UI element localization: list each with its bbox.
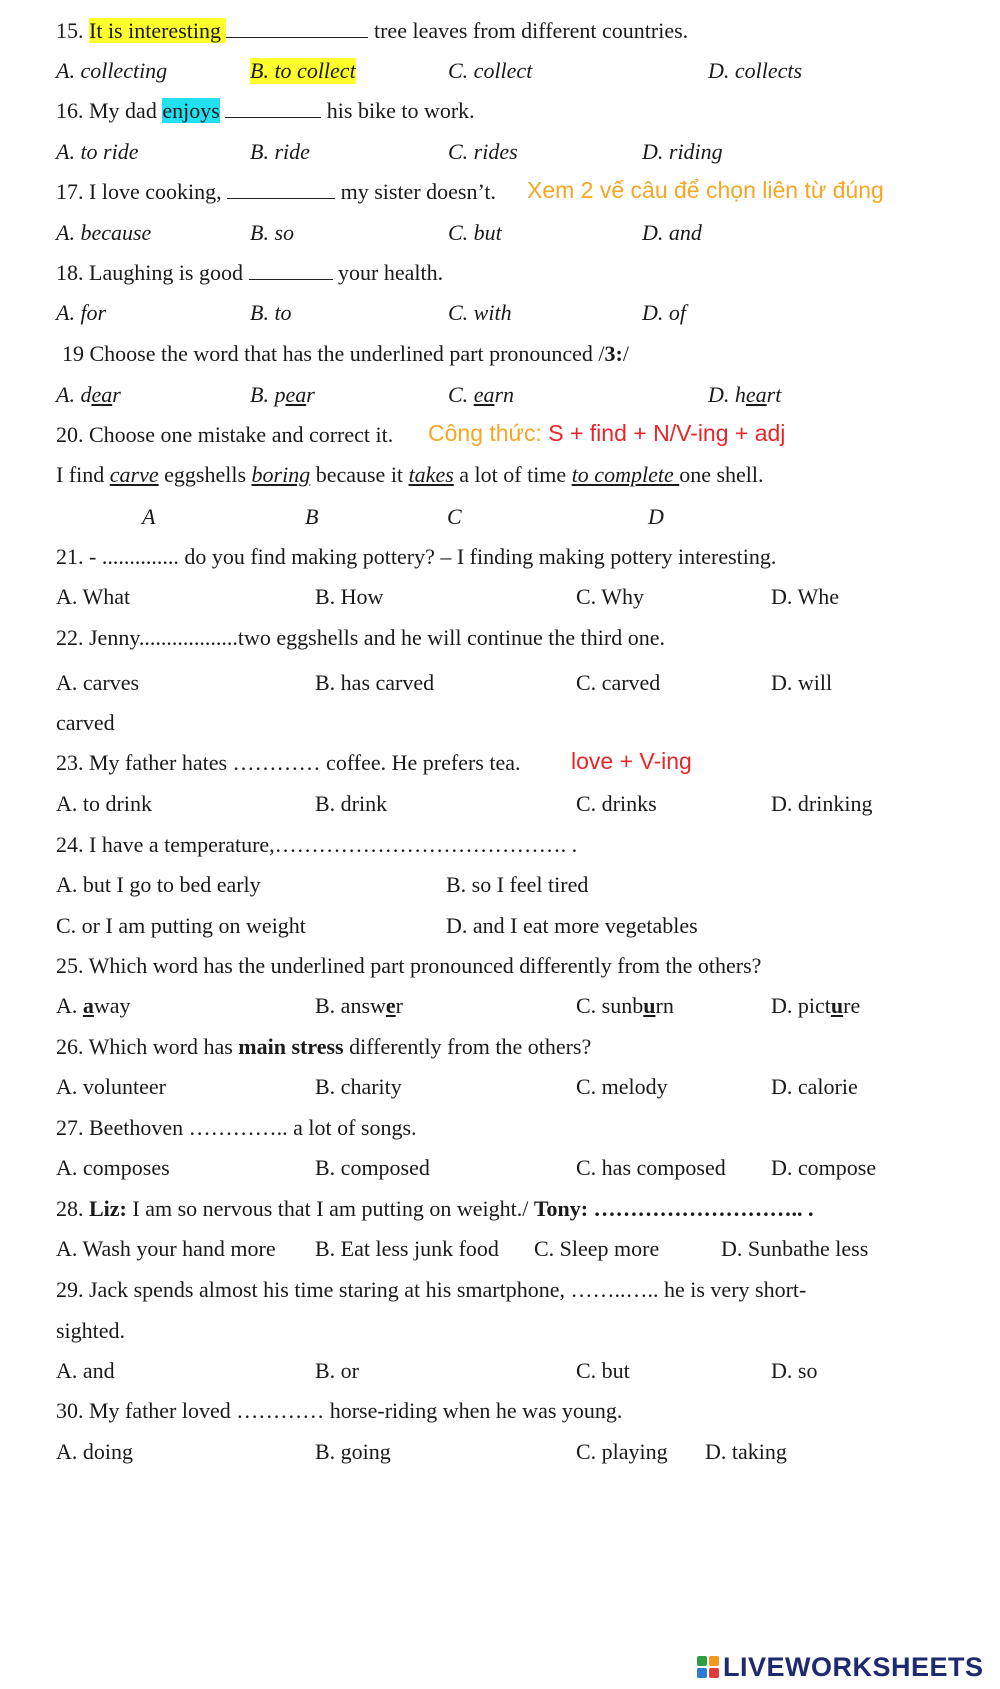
q15-option-d[interactable]: D. collects	[708, 58, 803, 83]
liveworksheets-logo-icon	[697, 1656, 719, 1678]
q20-label-a: A	[142, 504, 156, 529]
q27-stem: 27. Beethoven ………….. a lot of songs.	[56, 1115, 417, 1140]
q22-option-c[interactable]: C. carved	[576, 670, 661, 695]
q30-option-b[interactable]: B. going	[315, 1439, 391, 1464]
q25-option-c[interactable]: C. sunburn	[576, 993, 674, 1018]
q15-blank[interactable]	[226, 19, 368, 38]
q22-option-b[interactable]: B. has carved	[315, 670, 435, 695]
q17-option-c[interactable]: C. but	[448, 220, 502, 245]
q23-hint-note: love + V-ing	[571, 748, 692, 774]
q20-stem: 20. Choose one mistake and correct it.	[56, 422, 394, 447]
q16-highlight: enjoys	[162, 98, 220, 123]
q17-option-d[interactable]: D. and	[642, 220, 702, 245]
q26-option-a[interactable]: A. volunteer	[56, 1074, 166, 1099]
q28-stem: 28. Liz: I am so nervous that I am putting on weight./ Tony: ……………………….. .	[56, 1196, 814, 1221]
q30-option-c[interactable]: C. playing	[576, 1439, 668, 1464]
q29-option-b[interactable]: B. or	[315, 1358, 359, 1383]
q16-option-a[interactable]: A. to ride	[56, 139, 139, 164]
q23-option-b[interactable]: B. drink	[315, 791, 388, 816]
q15-option-b[interactable]: B. to collect	[250, 58, 356, 83]
q17-option-a[interactable]: A. because	[56, 220, 152, 245]
q17-stem: 17. I love cooking, my sister doesn’t.	[56, 179, 497, 204]
q15-highlight: It is interesting	[89, 18, 227, 43]
q29-option-c[interactable]: C. but	[576, 1358, 630, 1383]
q17-option-b[interactable]: B. so	[250, 220, 294, 245]
q20-part-b[interactable]: boring	[251, 462, 311, 487]
q16-option-d[interactable]: D. riding	[642, 139, 723, 164]
q27-option-c[interactable]: C. has composed	[576, 1155, 726, 1180]
q19-option-d[interactable]: D. heart	[708, 382, 782, 407]
q26-stem: 26. Which word has main stress differently from the others?	[56, 1034, 592, 1059]
q29-stem: 29. Jack spends almost his time staring at his smartphone, ……..….. he is very short-	[56, 1277, 807, 1302]
q24-option-d[interactable]: D. and I eat more vegetables	[446, 913, 698, 938]
q27-option-b[interactable]: B. composed	[315, 1155, 430, 1180]
q20-label-c: C	[447, 504, 462, 529]
q17-hint-note: Xem 2 vế câu để chọn liên từ đúng	[527, 177, 884, 203]
q19-option-b[interactable]: B. pear	[250, 382, 315, 407]
q18-option-d[interactable]: D. of	[642, 300, 686, 325]
q15-option-a[interactable]: A. collecting	[56, 58, 168, 83]
q18-blank[interactable]	[249, 261, 333, 280]
q21-option-c[interactable]: C. Why	[576, 584, 645, 609]
q22-option-a[interactable]: A. carves	[56, 670, 140, 695]
q15-stem: 15. It is interesting tree leaves from different countries.	[56, 18, 689, 43]
q20-part-a[interactable]: carve	[109, 462, 159, 487]
q16-option-c[interactable]: C. rides	[448, 139, 518, 164]
q25-option-d[interactable]: D. picture	[771, 993, 861, 1018]
q20-part-d[interactable]: to complete	[571, 462, 680, 487]
q23-option-d[interactable]: D. drinking	[771, 791, 873, 816]
q22-option-d[interactable]: D. will	[771, 670, 833, 695]
q21-option-b[interactable]: B. How	[315, 584, 384, 609]
q20-sentence: I find carve eggshells boring because it takes a lot of time to complete one shell.	[56, 462, 764, 487]
q20-label-b: B	[305, 504, 319, 529]
q23-stem: 23. My father hates ………… coffee. He prefers tea.	[56, 750, 521, 775]
q29-option-a[interactable]: A. and	[56, 1358, 115, 1383]
q21-option-a[interactable]: A. What	[56, 584, 131, 609]
q20-part-c[interactable]: takes	[408, 462, 454, 487]
q16-blank[interactable]	[225, 99, 321, 118]
q15-option-c[interactable]: C. collect	[448, 58, 533, 83]
q27-option-d[interactable]: D. compose	[771, 1155, 877, 1180]
q28-option-b[interactable]: B. Eat less junk food	[315, 1236, 499, 1261]
q19-option-c[interactable]: C. earn	[448, 382, 515, 407]
q25-option-a[interactable]: A. away	[56, 993, 131, 1018]
q18-option-b[interactable]: B. to	[250, 300, 292, 325]
q24-option-b[interactable]: B. so I feel tired	[446, 872, 589, 897]
q20-formula-note: Công thức: S + find + N/V-ing + adj	[428, 420, 786, 446]
q23-option-c[interactable]: C. drinks	[576, 791, 657, 816]
q30-option-d[interactable]: D. taking	[705, 1439, 787, 1464]
q28-option-a[interactable]: A. Wash your hand more	[56, 1236, 276, 1261]
q24-stem: 24. I have a temperature,…………………………………. .	[56, 832, 578, 857]
q30-option-a[interactable]: A. doing	[56, 1439, 133, 1464]
q18-stem: 18. Laughing is good your health.	[56, 260, 444, 285]
q25-option-b[interactable]: B. answer	[315, 993, 403, 1018]
liveworksheets-brand: LIVEWORKSHEETS	[723, 1651, 984, 1682]
q18-option-c[interactable]: C. with	[448, 300, 512, 325]
q21-stem: 21. - .............. do you find making pottery? – I finding making pottery interesting.	[56, 544, 777, 569]
q29-option-d[interactable]: D. so	[771, 1358, 818, 1383]
liveworksheets-logo[interactable]	[697, 1652, 984, 1682]
q28-option-d[interactable]: D. Sunbathe less	[721, 1236, 869, 1261]
q17-blank[interactable]	[227, 180, 335, 199]
q29-stem-cont: sighted.	[56, 1318, 126, 1343]
q22-stem: 22. Jenny..................two eggshells and he will continue the third one.	[56, 625, 665, 650]
q21-option-d[interactable]: D. Whe	[771, 584, 840, 609]
q26-option-c[interactable]: C. melody	[576, 1074, 668, 1099]
q28-option-c[interactable]: C. Sleep more	[534, 1236, 660, 1261]
q20-label-d: D	[648, 504, 664, 529]
q25-stem: 25. Which word has the underlined part pronounced differently from the others?	[56, 953, 762, 978]
q24-option-c[interactable]: C. or I am putting on weight	[56, 913, 306, 938]
q23-option-a[interactable]: A. to drink	[56, 791, 152, 816]
q16-option-b[interactable]: B. ride	[250, 139, 310, 164]
q26-option-b[interactable]: B. charity	[315, 1074, 402, 1099]
q16-stem: 16. My dad enjoys his bike to work.	[56, 98, 475, 123]
q30-stem: 30. My father loved ………… horse-riding when he was young.	[56, 1398, 623, 1423]
q24-option-a[interactable]: A. but I go to bed early	[56, 872, 261, 897]
q27-option-a[interactable]: A. composes	[56, 1155, 170, 1180]
q19-option-a[interactable]: A. dear	[56, 382, 121, 407]
q26-option-d[interactable]: D. calorie	[771, 1074, 858, 1099]
q22-option-d-cont[interactable]: carved	[56, 710, 115, 735]
q19-stem: 19 Choose the word that has the underlined part pronounced /3:/	[62, 341, 629, 366]
q18-option-a[interactable]: A. for	[56, 300, 107, 325]
